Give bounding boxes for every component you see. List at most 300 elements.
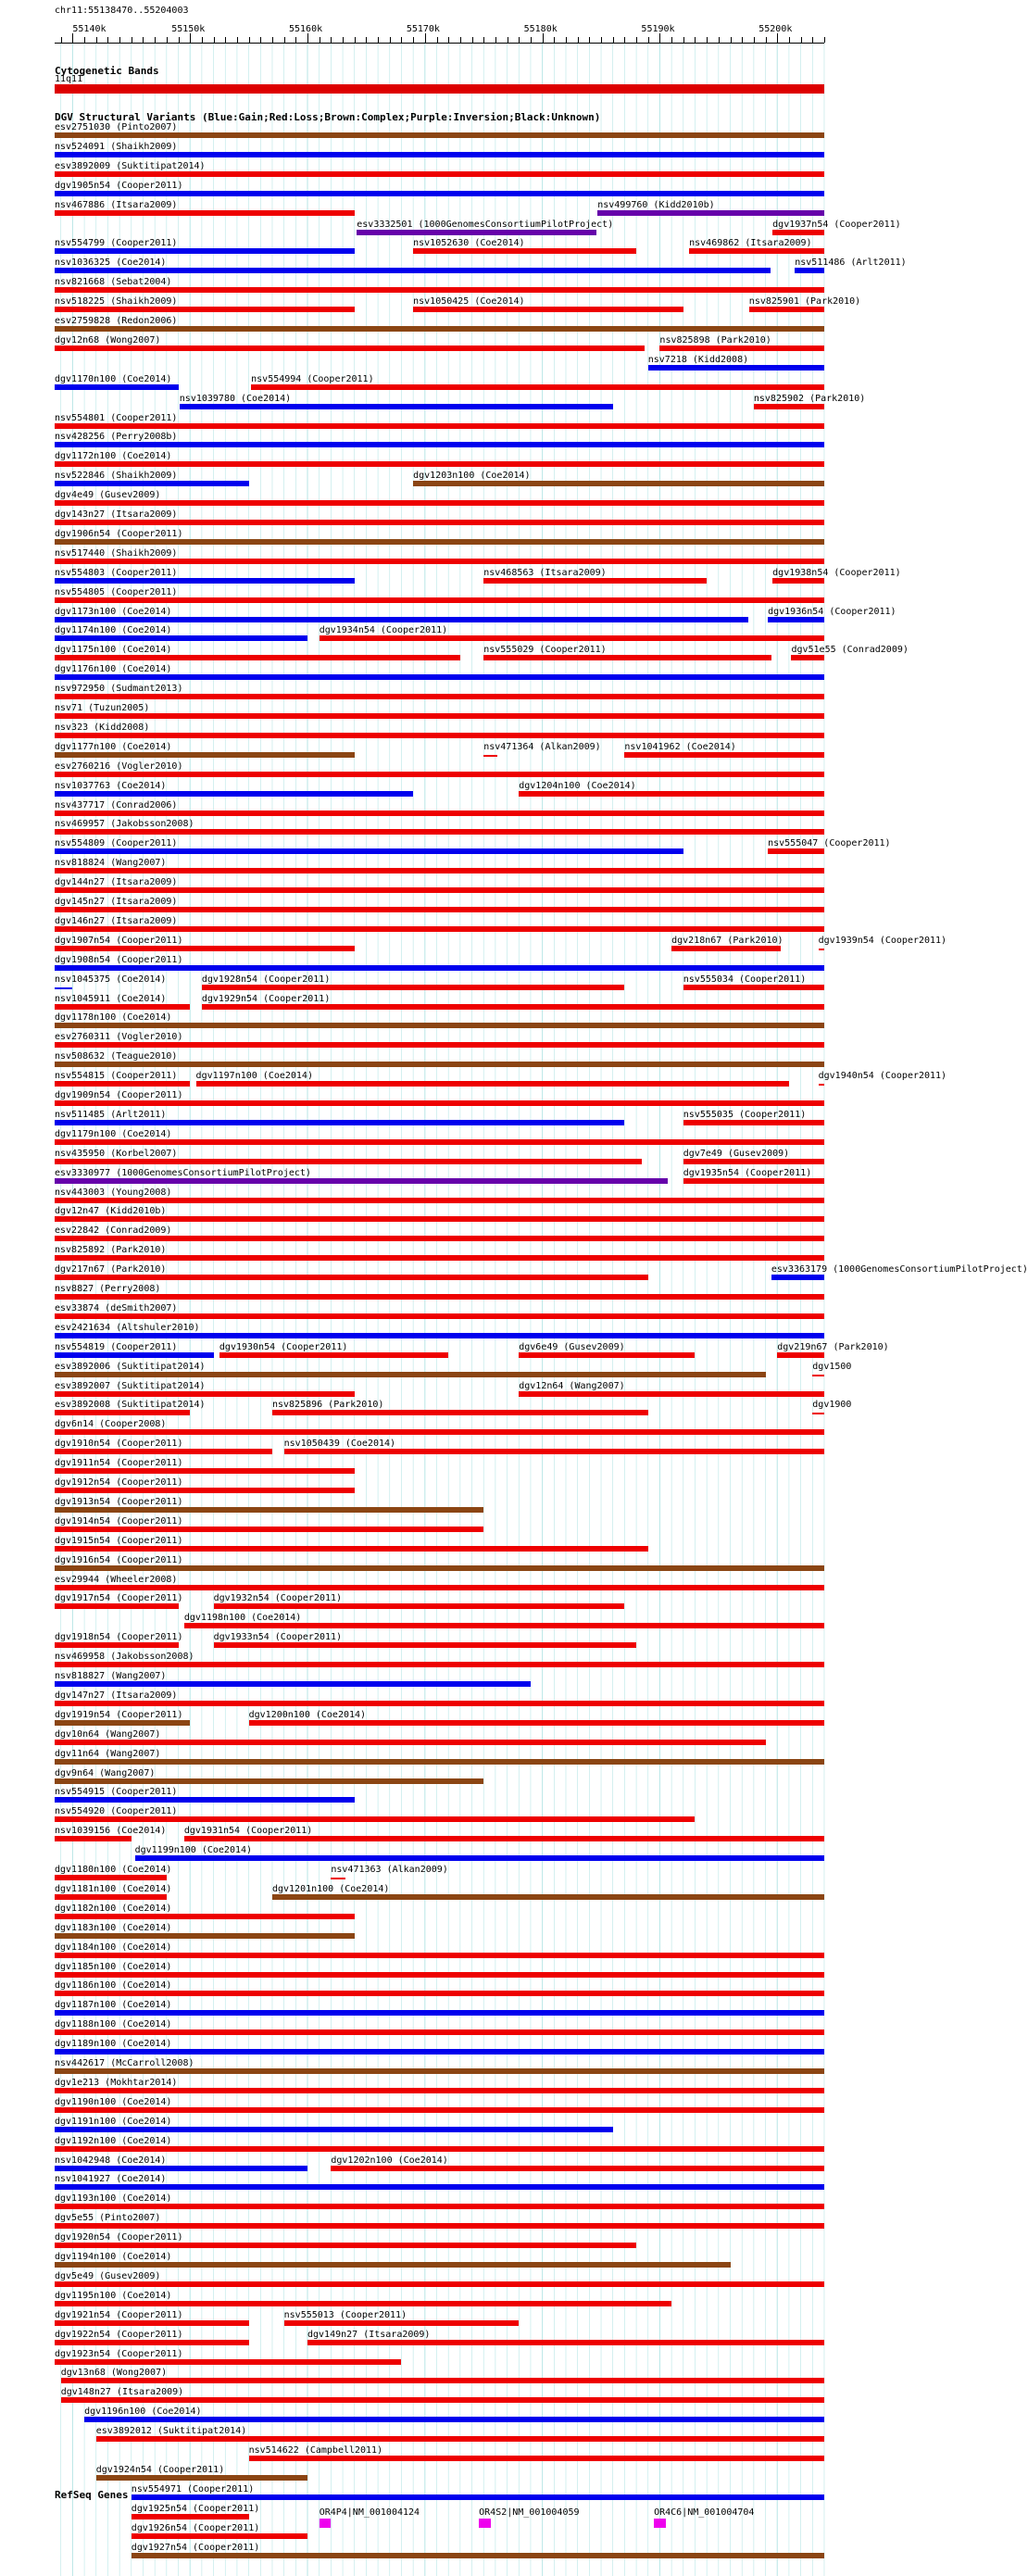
variant-label: dgv1170n100 (Coe2014) [55, 373, 172, 384]
variant-bar[interactable] [689, 248, 824, 254]
variant-bar[interactable] [55, 307, 355, 312]
variant-bar[interactable] [55, 617, 748, 622]
variant-label: esv22842 (Conrad2009) [55, 1225, 172, 1237]
variant-bar[interactable] [55, 1352, 214, 1358]
variant-label: dgv1183n100 (Coe2014) [55, 1922, 172, 1933]
variant-label: nsv442617 (McCarroll2008) [55, 2058, 194, 2068]
variant-bar[interactable] [777, 1352, 824, 1358]
variant-bar[interactable] [648, 365, 824, 371]
variant-bar[interactable] [55, 1120, 624, 1125]
variant-bar[interactable] [55, 655, 460, 660]
variant-label: dgv1900 [812, 1400, 852, 1411]
variant-label: dgv1180n100 (Coe2014) [55, 1865, 172, 1875]
variant-bar[interactable] [55, 1565, 824, 1571]
variant-label: dgv6n14 (Cooper2008) [55, 1419, 167, 1430]
variant-bar[interactable] [55, 2010, 824, 2016]
variant-bar[interactable] [55, 132, 824, 138]
variant-bar[interactable] [55, 442, 824, 447]
variant-label: dgv1922n54 (Cooper2011) [55, 2329, 183, 2340]
variant-bar[interactable] [55, 1100, 824, 1106]
variant-bar[interactable] [249, 1720, 824, 1726]
variant-label: dgv148n27 (Itsara2009) [60, 2387, 184, 2398]
variant-bar[interactable] [55, 1720, 190, 1726]
variant-bar[interactable] [331, 2166, 824, 2171]
variant-label: nsv554920 (Cooper2011) [55, 1806, 178, 1817]
variant-label: dgv1925n54 (Cooper2011) [131, 2503, 260, 2514]
variant-bar[interactable] [55, 1836, 132, 1841]
variant-bar[interactable] [597, 210, 824, 216]
variant-bar[interactable] [413, 248, 636, 254]
variant-bar[interactable] [55, 1991, 824, 1996]
variant-label: dgv1910n54 (Cooper2011) [55, 1439, 183, 1450]
variant-bar[interactable] [357, 230, 596, 235]
variant-bar[interactable] [249, 2456, 824, 2461]
variant-label: nsv825898 (Park2010) [659, 334, 771, 346]
variant-label: dgv1907n54 (Cooper2011) [55, 935, 183, 946]
variant-bar[interactable] [55, 248, 355, 254]
variant-bar[interactable] [196, 1081, 789, 1087]
variant-label: nsv554915 (Cooper2011) [55, 1787, 178, 1798]
variant-bar[interactable] [413, 307, 683, 312]
variant-bar[interactable] [55, 810, 824, 816]
variant-label: nsv555047 (Cooper2011) [768, 838, 891, 849]
variant-label: nsv469862 (Itsara2009) [689, 238, 812, 249]
variant-bar[interactable] [55, 2068, 824, 2074]
refseq-track-title: RefSeq Genes [55, 2489, 129, 2501]
variant-bar[interactable] [55, 1875, 167, 1880]
variant-label: dgv5e49 (Gusev2009) [55, 2270, 161, 2281]
variant-label: dgv1932n54 (Cooper2011) [213, 1593, 343, 1604]
ruler-tick-label: 55160k [289, 24, 323, 34]
variant-label: dgv1202n100 (Coe2014) [331, 2155, 448, 2166]
variant-bar[interactable] [819, 1084, 824, 1086]
variant-label: esv3892006 (Suktitipat2014) [55, 1361, 206, 1372]
variant-bar[interactable] [772, 230, 824, 235]
variant-bar[interactable] [219, 1352, 448, 1358]
variant-bar[interactable] [55, 2146, 824, 2152]
variant-label: nsv517440 (Shaikh2009) [55, 547, 178, 559]
variant-label: dgv1172n100 (Coe2014) [55, 451, 172, 462]
variant-bar[interactable] [55, 1488, 355, 1493]
variant-label: dgv1192n100 (Coe2014) [55, 2135, 172, 2146]
variant-label: dgv1182n100 (Coe2014) [55, 1903, 172, 1914]
gene-label: OR4P4|NM_001004124 [319, 2507, 420, 2518]
variant-label: nsv514622 (Campbell2011) [248, 2445, 383, 2456]
variant-bar[interactable] [771, 1275, 824, 1280]
variant-bar[interactable] [331, 1878, 345, 1879]
ruler-tick [543, 33, 544, 43]
variant-bar[interactable] [683, 1120, 824, 1125]
variant-label: dgv11n64 (Wang2007) [55, 1748, 161, 1759]
variant-label: nsv1037763 (Coe2014) [55, 780, 167, 791]
variant-bar[interactable] [55, 210, 355, 216]
variant-bar[interactable] [519, 791, 824, 797]
variant-bar[interactable] [55, 1914, 355, 1919]
variant-bar[interactable] [96, 2475, 307, 2481]
variant-label: nsv554971 (Cooper2011) [131, 2483, 255, 2494]
variant-bar[interactable] [519, 1352, 695, 1358]
variant-bar[interactable] [202, 1004, 824, 1010]
variant-bar[interactable] [55, 520, 824, 525]
variant-bar[interactable] [55, 2340, 249, 2345]
variant-bar[interactable] [272, 1894, 824, 1900]
variant-label: dgv1201n100 (Coe2014) [271, 1883, 390, 1894]
variant-label: nsv554809 (Cooper2011) [55, 838, 178, 849]
variant-bar[interactable] [96, 2436, 824, 2442]
variant-bar[interactable] [55, 987, 72, 989]
variant-bar[interactable] [413, 481, 824, 486]
variant-bar[interactable] [55, 346, 645, 351]
variant-label: dgv1937n54 (Cooper2011) [772, 219, 901, 230]
variant-bar[interactable] [251, 384, 824, 390]
variant-bar[interactable] [55, 1527, 483, 1532]
ruler-tick [659, 33, 660, 43]
variant-label: nsv437717 (Conrad2006) [55, 799, 178, 810]
variant-label: esv2760216 (Vogler2010) [55, 760, 183, 772]
variant-bar[interactable] [55, 559, 824, 564]
variant-bar[interactable] [772, 578, 824, 584]
variant-bar[interactable] [55, 635, 307, 641]
variant-bar[interactable] [55, 2359, 401, 2365]
variant-label: dgv1933n54 (Cooper2011) [213, 1632, 343, 1643]
variant-bar[interactable] [55, 1603, 179, 1609]
coordinate-ruler[interactable] [0, 19, 824, 46]
variant-label: dgv1175n100 (Coe2014) [55, 645, 172, 656]
variant-label: dgv1191n100 (Coe2014) [55, 2116, 172, 2127]
variant-bar[interactable] [55, 152, 824, 157]
variant-label: dgv144n27 (Itsara2009) [55, 877, 178, 888]
variant-label: dgv1185n100 (Coe2014) [55, 1961, 172, 1972]
variant-bar[interactable] [55, 597, 824, 603]
variant-bar[interactable] [55, 674, 824, 680]
variant-bar[interactable] [55, 2049, 824, 2055]
variant-label: dgv147n27 (Itsara2009) [55, 1690, 178, 1701]
variant-bar[interactable] [55, 1410, 190, 1415]
variant-bar[interactable] [184, 1836, 824, 1841]
ruler-tick [425, 33, 426, 43]
variant-bar[interactable] [683, 1159, 824, 1164]
variant-bar[interactable] [55, 500, 824, 506]
variant-label: dgv143n27 (Itsara2009) [55, 509, 178, 520]
variant-bar[interactable] [55, 1585, 824, 1590]
variant-bar[interactable] [55, 1236, 824, 1241]
variant-bar[interactable] [812, 1413, 824, 1414]
variant-label: dgv1939n54 (Cooper2011) [818, 935, 947, 946]
variant-bar[interactable] [55, 1449, 272, 1454]
variant-bar[interactable] [272, 1410, 648, 1415]
variant-label: dgv1927n54 (Cooper2011) [131, 2542, 260, 2553]
variant-bar[interactable] [55, 848, 683, 854]
variant-bar[interactable] [55, 2204, 824, 2209]
variant-label: dgv1929n54 (Cooper2011) [201, 993, 331, 1004]
variant-bar[interactable] [519, 1391, 824, 1397]
variant-bar[interactable] [55, 2243, 636, 2248]
variant-bar[interactable] [84, 2417, 824, 2422]
variant-label: dgv1194n100 (Coe2014) [55, 2252, 172, 2262]
variant-label: dgv1193n100 (Coe2014) [55, 2193, 172, 2205]
variant-label: nsv1052630 (Coe2014) [413, 238, 525, 249]
variant-bar[interactable] [55, 1062, 824, 1067]
variant-bar[interactable] [55, 2320, 249, 2326]
variant-label: dgv1e213 (Mokhtar2014) [55, 2077, 178, 2088]
variant-bar[interactable] [284, 2320, 520, 2326]
variant-bar[interactable] [55, 713, 824, 719]
variant-bar[interactable] [55, 1778, 483, 1784]
variant-bar[interactable] [55, 1759, 824, 1765]
variant-bar[interactable] [55, 2281, 824, 2287]
variant-bar[interactable] [55, 1004, 190, 1010]
variant-bar[interactable] [55, 946, 355, 951]
variant-bar[interactable] [55, 1429, 824, 1435]
variant-bar[interactable] [483, 655, 771, 660]
variant-label: dgv1915n54 (Cooper2011) [55, 1535, 183, 1546]
variant-bar[interactable] [55, 461, 824, 467]
variant-label: esv3892012 (Suktitipat2014) [95, 2426, 247, 2437]
ruler-tick-label: 55140k [72, 24, 107, 34]
variant-bar[interactable] [55, 1023, 824, 1028]
variant-bar[interactable] [55, 752, 355, 758]
variant-label: nsv554803 (Cooper2011) [55, 567, 178, 578]
variant-label: nsv471364 (Alkan2009) [483, 741, 601, 752]
variant-label: nsv428256 (Perry2008b) [55, 432, 178, 443]
variant-bar[interactable] [768, 617, 824, 622]
variant-label: dgv1934n54 (Cooper2011) [319, 625, 448, 636]
variant-label: dgv1921n54 (Cooper2011) [55, 2309, 183, 2320]
variant-label: nsv511485 (Arlt2011) [55, 1109, 167, 1120]
variant-bar[interactable] [55, 2301, 671, 2306]
variant-label: dgv1198n100 (Coe2014) [183, 1613, 302, 1624]
variant-label: dgv1184n100 (Coe2014) [55, 1941, 172, 1953]
variant-bar[interactable] [320, 635, 824, 641]
variant-bar[interactable] [135, 1855, 824, 1861]
dgv-track-title: DGV Structural Variants (Blue:Gain;Red:Loss;Brown:Complex;Purple:Inversion;Black:Unknown) [55, 111, 601, 123]
variant-bar[interactable] [754, 404, 824, 409]
variant-label: dgv12n47 (Kidd2010b) [55, 1206, 167, 1217]
variant-label: esv3892007 (Suktitipat2014) [55, 1380, 206, 1391]
variant-bar[interactable] [791, 655, 824, 660]
variant-bar[interactable] [55, 791, 413, 797]
variant-bar[interactable] [483, 755, 497, 757]
variant-label: nsv554819 (Cooper2011) [55, 1341, 178, 1352]
variant-label: dgv217n67 (Park2010) [55, 1264, 167, 1275]
variant-bar[interactable] [55, 2262, 731, 2268]
variant-label: dgv1923n54 (Cooper2011) [55, 2348, 183, 2359]
variant-bar[interactable] [624, 752, 824, 758]
variant-bar[interactable] [55, 1391, 355, 1397]
variant-bar[interactable] [55, 191, 824, 196]
variant-label: dgv1173n100 (Coe2014) [55, 606, 172, 617]
variant-bar[interactable] [55, 1255, 824, 1261]
variant-label: dgv1200n100 (Coe2014) [248, 1709, 367, 1720]
variant-bar[interactable] [55, 1662, 824, 1667]
variant-label: nsv554799 (Cooper2011) [55, 238, 178, 249]
variant-bar[interactable] [55, 326, 824, 332]
variant-bar[interactable] [55, 287, 824, 293]
variant-label: esv29944 (Wheeler2008) [55, 1574, 178, 1585]
variant-bar[interactable] [55, 1546, 648, 1552]
variant-bar[interactable] [307, 2340, 824, 2345]
variant-bar[interactable] [202, 985, 625, 990]
variant-label: dgv1187n100 (Coe2014) [55, 2000, 172, 2011]
variant-bar[interactable] [55, 1507, 483, 1513]
variant-label: nsv468563 (Itsara2009) [483, 567, 607, 578]
variant-label: nsv8827 (Perry2008) [55, 1284, 161, 1294]
variant-label: nsv825892 (Park2010) [55, 1245, 167, 1256]
variant-label: nsv825896 (Park2010) [271, 1400, 384, 1411]
variant-label: dgv10n64 (Wang2007) [55, 1728, 161, 1740]
variant-bar[interactable] [55, 2088, 824, 2093]
variant-bar[interactable] [55, 2029, 824, 2035]
variant-bar[interactable] [55, 1081, 190, 1087]
variant-bar[interactable] [55, 1333, 824, 1338]
variant-label: dgv149n27 (Itsara2009) [307, 2329, 431, 2340]
variant-label: dgv1919n54 (Cooper2011) [55, 1709, 183, 1720]
variant-label: nsv555013 (Cooper2011) [283, 2309, 407, 2320]
variant-label: dgv6e49 (Gusev2009) [519, 1341, 625, 1352]
variant-bar[interactable] [61, 2397, 824, 2403]
variant-label: dgv1909n54 (Cooper2011) [55, 1090, 183, 1100]
variant-label: esv33874 (deSmith2007) [55, 1302, 178, 1313]
variant-bar[interactable] [55, 539, 824, 545]
variant-bar[interactable] [132, 2514, 249, 2519]
variant-bar[interactable] [55, 2127, 613, 2132]
gene-feature[interactable] [479, 2519, 491, 2528]
variant-label: esv2751030 (Pinto2007) [55, 122, 178, 132]
variant-bar[interactable] [55, 171, 824, 177]
gene-feature[interactable] [654, 2519, 666, 2528]
variant-bar[interactable] [55, 1933, 355, 1939]
variant-label: esv2759828 (Redon2006) [55, 316, 178, 326]
variant-bar[interactable] [55, 1816, 695, 1822]
variant-bar[interactable] [55, 1139, 824, 1145]
variant-bar[interactable] [55, 1178, 668, 1184]
variant-bar[interactable] [749, 307, 824, 312]
variant-bar[interactable] [284, 1449, 824, 1454]
variant-bar[interactable] [55, 926, 824, 932]
variant-bar[interactable] [55, 1740, 766, 1745]
variant-bar[interactable] [180, 404, 613, 409]
variant-label: dgv1926n54 (Cooper2011) [131, 2522, 260, 2533]
variant-bar[interactable] [55, 481, 249, 486]
variant-bar[interactable] [55, 1642, 179, 1648]
variant-bar[interactable] [55, 772, 824, 777]
variant-bar[interactable] [55, 1894, 167, 1900]
variant-label: dgv5e55 (Pinto2007) [55, 2213, 161, 2224]
variant-label: dgv1931n54 (Cooper2011) [183, 1826, 313, 1837]
variant-bar[interactable] [214, 1642, 637, 1648]
variant-bar[interactable] [812, 1375, 824, 1376]
variant-bar[interactable] [55, 1294, 824, 1300]
variant-label: nsv522846 (Shaikh2009) [55, 471, 178, 482]
variant-bar[interactable] [132, 2553, 824, 2558]
variant-label: nsv555029 (Cooper2011) [483, 645, 607, 656]
variant-bar[interactable] [659, 346, 824, 351]
variant-bar[interactable] [55, 578, 355, 584]
variant-label: esv3363179 (1000GenomesConsortiumPilotProject) [771, 1264, 1028, 1275]
variant-bar[interactable] [795, 268, 824, 273]
variant-label: dgv1917n54 (Cooper2011) [55, 1593, 183, 1604]
variant-bar[interactable] [214, 1603, 625, 1609]
variant-bar[interactable] [55, 1468, 355, 1474]
variant-bar[interactable] [55, 1372, 766, 1377]
variant-bar[interactable] [55, 2107, 824, 2113]
variant-bar[interactable] [683, 1178, 824, 1184]
cytoband-bar[interactable] [55, 84, 824, 94]
variant-label: dgv7e49 (Gusev2009) [683, 1148, 790, 1159]
variant-label: dgv1928n54 (Cooper2011) [201, 974, 331, 985]
variant-bar[interactable] [55, 907, 824, 912]
variant-bar[interactable] [55, 1701, 824, 1706]
variant-label: nsv554805 (Cooper2011) [55, 586, 178, 597]
variant-bar[interactable] [683, 985, 824, 990]
variant-bar[interactable] [55, 1681, 531, 1687]
region-label: chr11:55138470..55204003 [55, 6, 189, 16]
variant-bar[interactable] [55, 1159, 642, 1164]
variant-bar[interactable] [55, 1275, 648, 1280]
variant-bar[interactable] [55, 694, 824, 699]
ruler-tick-label: 55190k [641, 24, 675, 34]
dgv-variant-track [0, 122, 1028, 2561]
variant-bar[interactable] [55, 733, 824, 738]
ruler-tick-label: 55180k [523, 24, 558, 34]
variant-bar[interactable] [184, 1623, 824, 1628]
variant-bar[interactable] [55, 1313, 824, 1319]
variant-bar[interactable] [61, 2378, 824, 2383]
variant-bar[interactable] [483, 578, 707, 584]
variant-bar[interactable] [55, 268, 771, 273]
ruler-tick [824, 37, 825, 43]
variant-bar[interactable] [55, 1797, 355, 1803]
variant-label: nsv555035 (Cooper2011) [683, 1109, 807, 1120]
variant-bar[interactable] [55, 2223, 824, 2229]
gene-feature[interactable] [320, 2519, 332, 2528]
variant-bar[interactable] [55, 868, 824, 873]
variant-bar[interactable] [55, 1972, 824, 1978]
variant-bar[interactable] [55, 1198, 824, 1203]
variant-bar[interactable] [55, 1042, 824, 1048]
variant-label: dgv146n27 (Itsara2009) [55, 915, 178, 926]
variant-label: nsv508632 (Teague2010) [55, 1051, 178, 1062]
variant-label: dgv1190n100 (Coe2014) [55, 2096, 172, 2107]
variant-bar[interactable] [132, 2533, 307, 2539]
variant-label: dgv1203n100 (Coe2014) [413, 471, 531, 482]
variant-label: nsv467886 (Itsara2009) [55, 199, 178, 210]
variant-bar[interactable] [55, 829, 824, 835]
variant-bar[interactable] [55, 965, 824, 971]
variant-label: nsv554801 (Cooper2011) [55, 412, 178, 423]
variant-bar[interactable] [55, 384, 179, 390]
variant-label: dgv1916n54 (Cooper2011) [55, 1554, 183, 1565]
variant-label: dgv1179n100 (Coe2014) [55, 1128, 172, 1139]
variant-label: dgv1178n100 (Coe2014) [55, 1012, 172, 1024]
variant-bar[interactable] [55, 2166, 307, 2171]
variant-label: dgv1936n54 (Cooper2011) [768, 606, 896, 617]
variant-label: nsv1045375 (Coe2014) [55, 974, 167, 985]
variant-bar[interactable] [55, 887, 824, 893]
variant-label: nsv1050425 (Coe2014) [413, 296, 525, 308]
variant-bar[interactable] [55, 1953, 824, 1958]
variant-bar[interactable] [671, 946, 781, 951]
variant-bar[interactable] [55, 1216, 824, 1222]
variant-bar[interactable] [819, 949, 824, 950]
ruler-tick-label: 55150k [171, 24, 206, 34]
cytoband-label: 11q11 [55, 74, 83, 84]
variant-bar[interactable] [55, 423, 824, 429]
variant-bar[interactable] [55, 2184, 824, 2190]
variant-label: nsv1050439 (Coe2014) [283, 1439, 396, 1450]
variant-bar[interactable] [132, 2494, 824, 2500]
variant-bar[interactable] [768, 848, 824, 854]
